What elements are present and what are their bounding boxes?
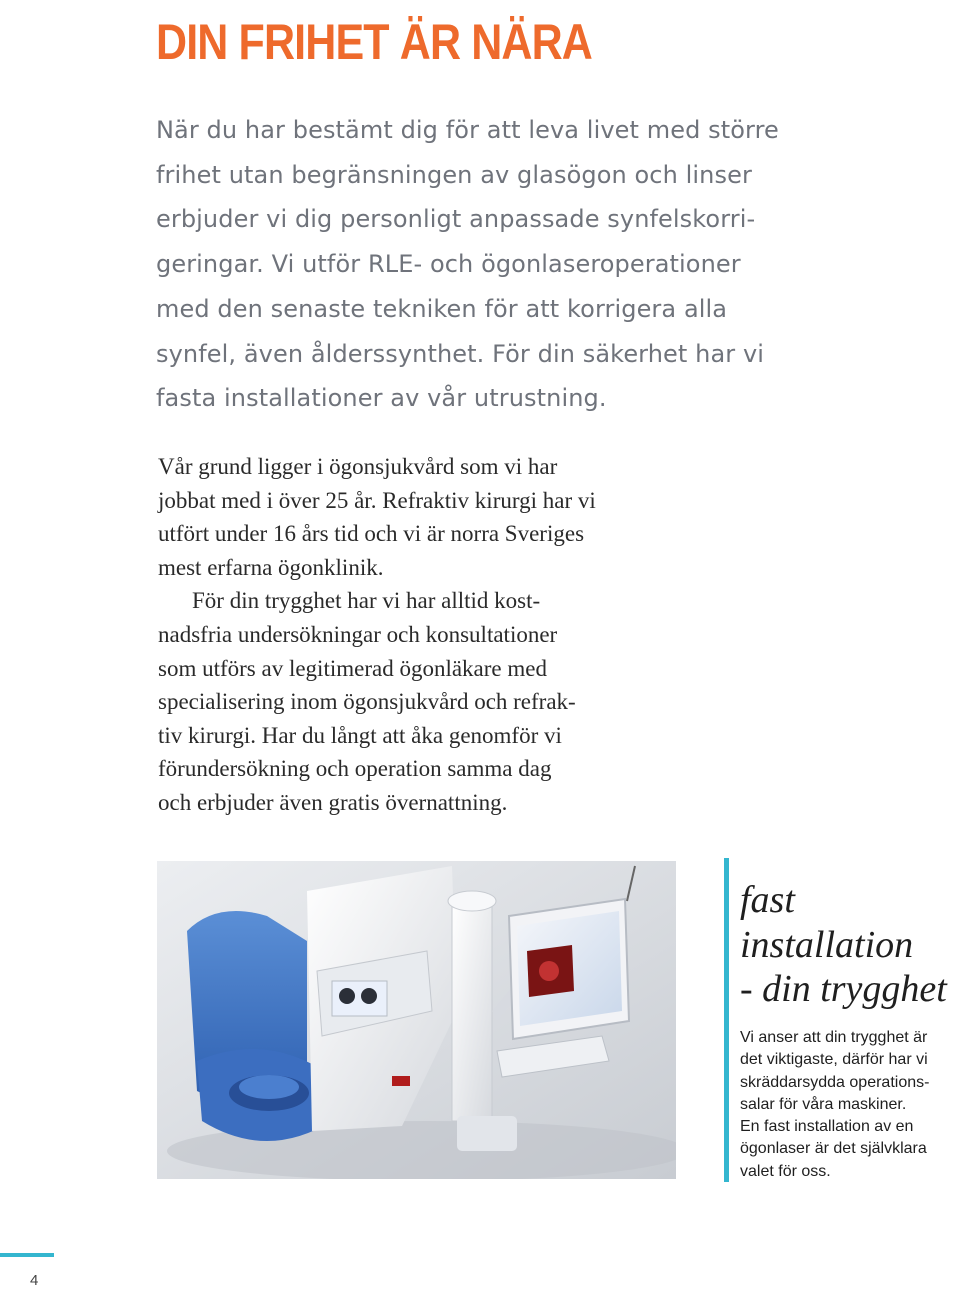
intro-paragraph (156, 108, 816, 421)
sidebar-heading-line: fast (740, 879, 795, 921)
page-number: 4 (30, 1272, 39, 1289)
body-line: tiv kirurgi. Har du långt att åka genomför vi (158, 722, 562, 748)
body-line: nadsfria undersökningar och konsultationer (158, 621, 558, 647)
body-line: jobbat med i över 25 år. Refraktiv kirurgi har vi (158, 487, 596, 513)
intro-line: geringar. Vi utför RLE- och ögonlaseroperationer (156, 250, 741, 279)
intro-line: erbjuder vi dig personligt anpassade synfelskorri- (156, 205, 756, 234)
intro-line: fasta installationer av vår utrustning. (156, 384, 607, 413)
intro-line: frihet utan begränsningen av glasögon och linser (156, 160, 752, 189)
body-line: mest erfarna ögonklinik. (158, 554, 384, 580)
body-line: Vår grund ligger i ögonsjukvård som vi har (158, 454, 558, 479)
body-line: specialisering inom ögonsjukvård och refrak- (158, 689, 576, 715)
sidebar-text-line: Vi anser att din trygghet är (740, 1029, 928, 1046)
sidebar-heading (740, 878, 947, 1012)
sidebar-text-line: skräddarsydda operations- (740, 1073, 930, 1091)
page-number-rule (0, 1253, 54, 1257)
body-line: utfört under 16 års tid och vi är norra Sveriges (158, 521, 585, 547)
sidebar-text-line: valet för oss. (740, 1162, 831, 1180)
sidebar-heading-line: - din trygghet (740, 968, 947, 1010)
sidebar-heading-line: installation (740, 923, 914, 966)
body-text (158, 450, 718, 820)
accent-bar (724, 858, 729, 1182)
sidebar-text-line: ögonlaser är det självklara (740, 1140, 927, 1158)
sidebar-text-line: det viktigaste, därför har vi (740, 1051, 928, 1069)
sidebar-text-line: salar för våra maskiner. (740, 1095, 907, 1113)
body-line: För din trygghet har vi har alltid kost- (192, 588, 541, 614)
laser-equipment-photo (157, 861, 676, 1179)
intro-line: När du har bestämt dig för att leva livet med större (156, 116, 779, 144)
intro-line: med den senaste tekniken för att korrigera alla (156, 294, 728, 323)
body-line: och erbjuder även gratis övernattning. (158, 789, 508, 815)
sidebar-text (740, 1027, 960, 1183)
page-title: DIN FRIHET ÄR NÄRA (156, 14, 593, 70)
intro-line: synfel, även ålderssynthet. För din säkerhet har vi (156, 339, 765, 368)
body-line: som utförs av legitimerad ögonläkare med (158, 655, 547, 681)
sidebar-text-line: En fast installation av en (740, 1118, 914, 1136)
body-line: förundersökning och operation samma dag (158, 756, 552, 782)
